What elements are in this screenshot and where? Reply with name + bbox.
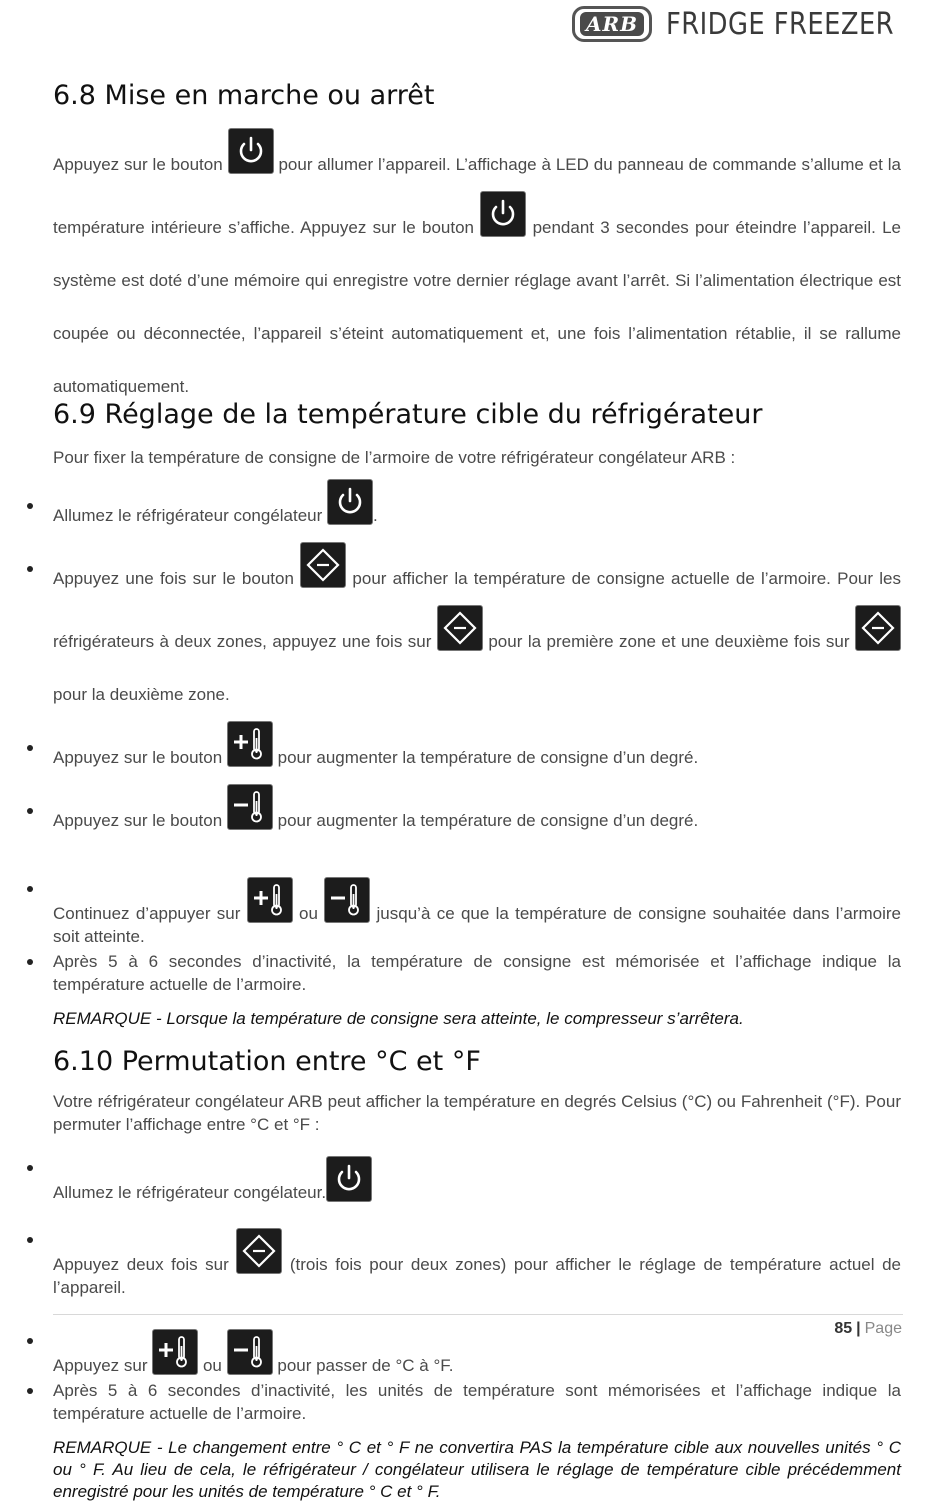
- logo-text: ARB: [580, 12, 644, 36]
- arb-logo: [572, 6, 652, 42]
- text-run: Appuyez une fois sur le bouton: [53, 568, 294, 588]
- page-label: Page: [864, 1320, 902, 1337]
- section-6-9-list: [53, 479, 901, 996]
- header-title: FRIDGE FREEZER: [666, 6, 895, 42]
- text-run: ou: [202, 1356, 222, 1376]
- list-item: [53, 721, 901, 784]
- list-item: [53, 542, 901, 721]
- page-header: [572, 6, 928, 42]
- footer-divider: [53, 1314, 903, 1315]
- section-6-9-heading: 6.9 Réglage de la température cible du réfrigérateur: [53, 399, 763, 431]
- section-6-10-intro: Votre réfrigérateur congélateur ARB peut afficher la température en degrés Celsius (°C) ou Fahrenheit (°F). Pour permuter l’affichage entre °C et °F :: [53, 1092, 901, 1135]
- text-run: pour la première zone et une deuxième fois sur: [488, 631, 850, 651]
- footer-separator: |: [856, 1320, 861, 1337]
- text-run: Appuyez sur: [53, 1356, 148, 1376]
- text-run: pour afficher la température de consigne actuelle de l’armoire.: [352, 568, 831, 588]
- bullet-dot: [27, 745, 33, 751]
- list-item: [53, 847, 901, 948]
- text-run: pour la deuxième zone.: [53, 684, 230, 704]
- plus-thermometer-icon: [152, 1329, 198, 1375]
- bullet-dot: [27, 1165, 33, 1171]
- minus-thermometer-icon: [324, 877, 370, 923]
- set-diamond-icon: [437, 605, 483, 651]
- text-run: pour augmenter la température de consigne d’un degré.: [277, 747, 699, 767]
- list-item: [53, 1136, 901, 1204]
- bullet-dot: [27, 1237, 33, 1243]
- text-run: Après 5 à 6 secondes d’inactivité, les unités de température sont mémorisées et l’affichage indique la température actuelle de l’armoire.: [53, 1381, 901, 1424]
- page-content: [53, 80, 901, 1503]
- section-6-9-intro: Pour fixer la température de consigne de l’armoire de votre réfrigérateur congélateur ARB :: [53, 447, 736, 467]
- section-6-10-note: REMARQUE - Le changement entre ° C et ° F ne convertira PAS la température cible aux nouvelles unités ° C ou ° F. Au lieu de cela, le réfrigérateur / congélateur utilisera le réglage de température cible précédemment enregistré pour les unités de température ° C et ° F.: [53, 1438, 901, 1502]
- text-run: pour augmenter la température de consigne d’un degré.: [277, 810, 699, 830]
- text-run: Pour les réfrigérateurs à deux zones, appuyez une fois sur: [53, 568, 902, 651]
- bullet-dot: [27, 808, 33, 814]
- page-number: 85: [834, 1320, 853, 1337]
- set-diamond-icon: [236, 1228, 282, 1274]
- section-6-10-heading: 6.10 Permutation entre °C et °F: [53, 1045, 481, 1077]
- bullet-dot: [27, 503, 33, 509]
- plus-thermometer-icon: [227, 721, 273, 767]
- list-item: [53, 1204, 901, 1299]
- section-6-8-heading: 6.8 Mise en marche ou arrêt: [53, 80, 435, 111]
- bullet-dot: [27, 1388, 33, 1394]
- section-6-9-note: REMARQUE - Lorsque la température de consigne sera atteinte, le compresseur s’arrêtera.: [53, 1008, 744, 1028]
- text-run: Appuyez sur le bouton: [53, 747, 223, 767]
- text-run: pour passer de °C à °F.: [277, 1356, 454, 1376]
- plus-thermometer-icon: [247, 877, 293, 923]
- text-run: Après 5 à 6 secondes d’inactivité, la température de consigne est mémorisée et l’affichage indique la température actuelle de l’armoire.: [53, 951, 901, 994]
- section-6-10-list: [53, 1136, 901, 1425]
- set-diamond-icon: [300, 542, 346, 588]
- text-run: Appuyez deux fois sur: [53, 1255, 229, 1275]
- text-run: Appuyez sur le bouton: [53, 155, 223, 175]
- text-run: Continuez d’appuyer sur: [53, 903, 241, 923]
- power-icon: [326, 1156, 372, 1202]
- list-item: [53, 479, 901, 542]
- text-run: jusqu’à ce que la température de consigne souhaitée dans l’armoire soit atteinte.: [53, 903, 901, 946]
- power-icon: [327, 479, 373, 525]
- text-run: pendant 3 secondes pour éteindre l’appareil. Le système est doté d’une mémoire qui enregistre votre dernier réglage avant l’arrêt. Si l’alimentation électrique est coupée ou déconnectée, l’appareil s’éteint automatiquement et, une fois l’alimentation rétablie, il se rallume automatiquement.: [53, 218, 901, 397]
- text-run: Allumez le réfrigérateur congélateur: [53, 505, 323, 525]
- text-run: Appuyez sur le bouton: [53, 810, 223, 830]
- list-item: [53, 1299, 901, 1377]
- bullet-dot: [27, 1338, 33, 1344]
- section-6-8-body: [53, 128, 901, 413]
- list-item: [53, 950, 901, 996]
- text-run: .: [373, 505, 378, 525]
- list-item: [53, 1379, 901, 1425]
- set-diamond-icon: [855, 605, 901, 651]
- page-footer: [834, 1320, 902, 1338]
- text-run: ou: [299, 903, 318, 923]
- bullet-dot: [27, 959, 33, 965]
- minus-thermometer-icon: [227, 1329, 273, 1375]
- list-item: [53, 784, 901, 847]
- text-run: (trois fois pour deux zones) pour afficher le réglage de température actuel de l’appareil.: [53, 1255, 901, 1298]
- text-run: Allumez le réfrigérateur congélateur.: [53, 1183, 327, 1203]
- minus-thermometer-icon: [227, 784, 273, 830]
- bullet-dot: [27, 566, 33, 572]
- power-icon: [228, 128, 274, 174]
- bullet-dot: [27, 886, 33, 892]
- power-icon: [480, 191, 526, 237]
- text-run: pour allumer l’appareil. L’affichage à LED du panneau de commande s’allume et la température intérieure s’affiche. Appuyez sur le bouton: [53, 155, 901, 238]
